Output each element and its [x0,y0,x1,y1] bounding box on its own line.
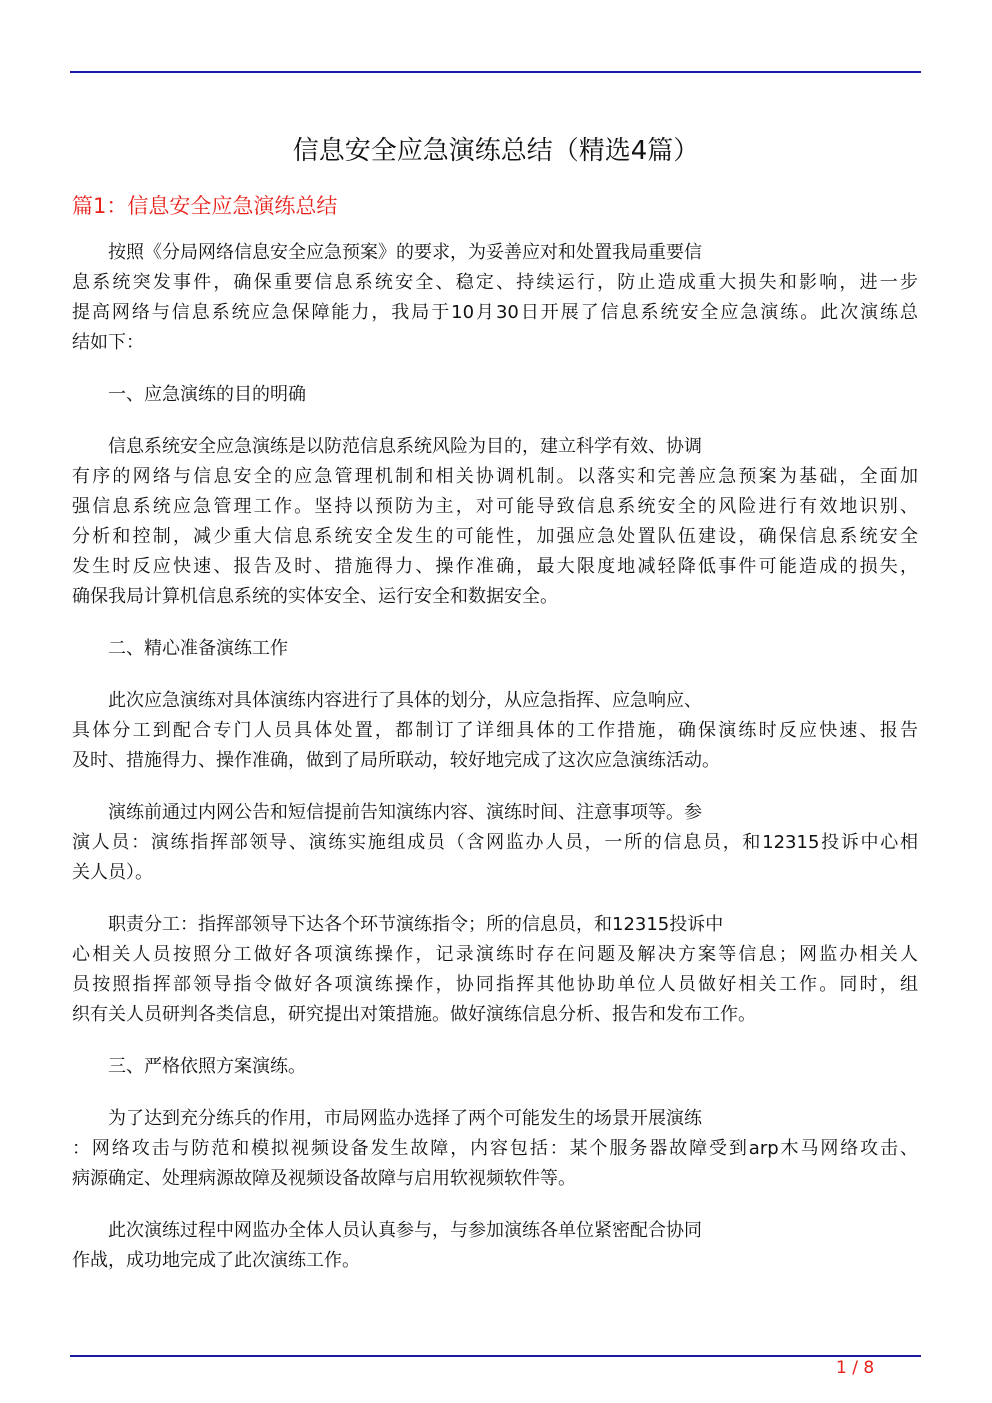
paragraph-line: 作战，成功地完成了此次演练工作。 [72,1250,360,1271]
paragraph-line: 确保我局计算机信息系统的实体安全、运行安全和数据安全。 [72,586,558,607]
paragraph [72,1052,918,1082]
page-number: 1 / 8 [836,1358,875,1378]
paragraph-line: 织有关人员研判各类信息，研究提出对策措施。做好演练信息分析、报告和发布工作。 [72,1004,756,1025]
paragraph [72,238,918,358]
paragraph-line: 三、严格依照方案演练。 [108,1056,306,1077]
section-heading: 篇1：信息安全应急演练总结 [72,194,338,218]
paragraph-line: 有序的网络与信息安全的应急管理机制和相关协调机制。以落实和完善应急预案为基础，全面加 [72,466,918,487]
paragraph-line: 强信息系统应急管理工作。坚持以预防为主，对可能导致信息系统安全的风险进行有效地识别、 [72,496,918,517]
paragraph-line: 关人员）。 [72,862,153,883]
paragraph-line: 职责分工：指挥部领导下达各个环节演练指令；所的信息员，和12315投诉中 [108,914,724,935]
paragraph-line: 按照《分局网络信息安全应急预案》的要求，为妥善应对和处置我局重要信 [108,242,702,263]
paragraph-line: 此次演练过程中网监办全体人员认真参与，与参加演练各单位紧密配合协同 [108,1220,702,1241]
paragraph-line: 员按照指挥部领导指令做好各项演练操作，协同指挥其他协助单位人员做好相关工作。同时，组 [72,974,918,995]
paragraph [72,432,918,612]
paragraph-line: 息系统突发事件，确保重要信息系统安全、稳定、持续运行，防止造成重大损失和影响，进一步 [72,272,918,293]
footer-rule [70,1355,921,1357]
paragraph-line: 具体分工到配合专门人员具体处置，都制订了详细具体的工作措施，确保演练时反应快速、报告 [72,720,918,741]
paragraph [72,634,918,664]
paragraph-line: 为了达到充分练兵的作用，市局网监办选择了两个可能发生的场景开展演练 [108,1108,702,1129]
paragraph-line: 病源确定、处理病源故障及视频设备故障与启用软视频软件等。 [72,1168,576,1189]
paragraph-line: 心相关人员按照分工做好各项演练操作，记录演练时存在问题及解决方案等信息；网监办相关人 [72,944,918,965]
paragraph [72,798,918,888]
paragraph-line: 二、精心准备演练工作 [108,638,288,659]
paragraph-line: 分析和控制，减少重大信息系统安全发生的可能性，加强应急处置队伍建设，确保信息系统安全 [72,526,918,547]
document-body [72,238,918,1298]
paragraph-line: 演练前通过内网公告和短信提前告知演练内容、演练时间、注意事项等。参 [108,802,702,823]
paragraph-line: 一、应急演练的目的明确 [108,384,306,405]
paragraph [72,380,918,410]
paragraph [72,686,918,776]
paragraph-line: 演人员：演练指挥部领导、演练实施组成员（含网监办人员，一所的信息员，和12315投诉中心相 [72,832,918,853]
paragraph [72,1216,918,1276]
paragraph-line: 结如下： [72,332,144,353]
paragraph-line: 信息系统安全应急演练是以防范信息系统风险为目的，建立科学有效、协调 [108,436,702,457]
paragraph-line: ：网络攻击与防范和模拟视频设备发生故障，内容包括：某个服务器故障受到arp木马网络攻击、 [72,1138,918,1159]
paragraph-line: 提高网络与信息系统应急保障能力，我局于10月30日开展了信息系统安全应急演练。此次演练总 [72,302,918,323]
paragraph [72,1104,918,1194]
header-rule [70,71,921,73]
paragraph [72,910,918,1030]
paragraph-line: 及时、措施得力、操作准确，做到了局所联动，较好地完成了这次应急演练活动。 [72,750,720,771]
paragraph-line: 发生时反应快速、报告及时、措施得力、操作准确，最大限度地减轻降低事件可能造成的损失， [72,556,918,577]
document-title: 信息安全应急演练总结（精选4篇） [292,136,700,166]
paragraph-line: 此次应急演练对具体演练内容进行了具体的划分，从应急指挥、应急响应、 [108,690,702,711]
